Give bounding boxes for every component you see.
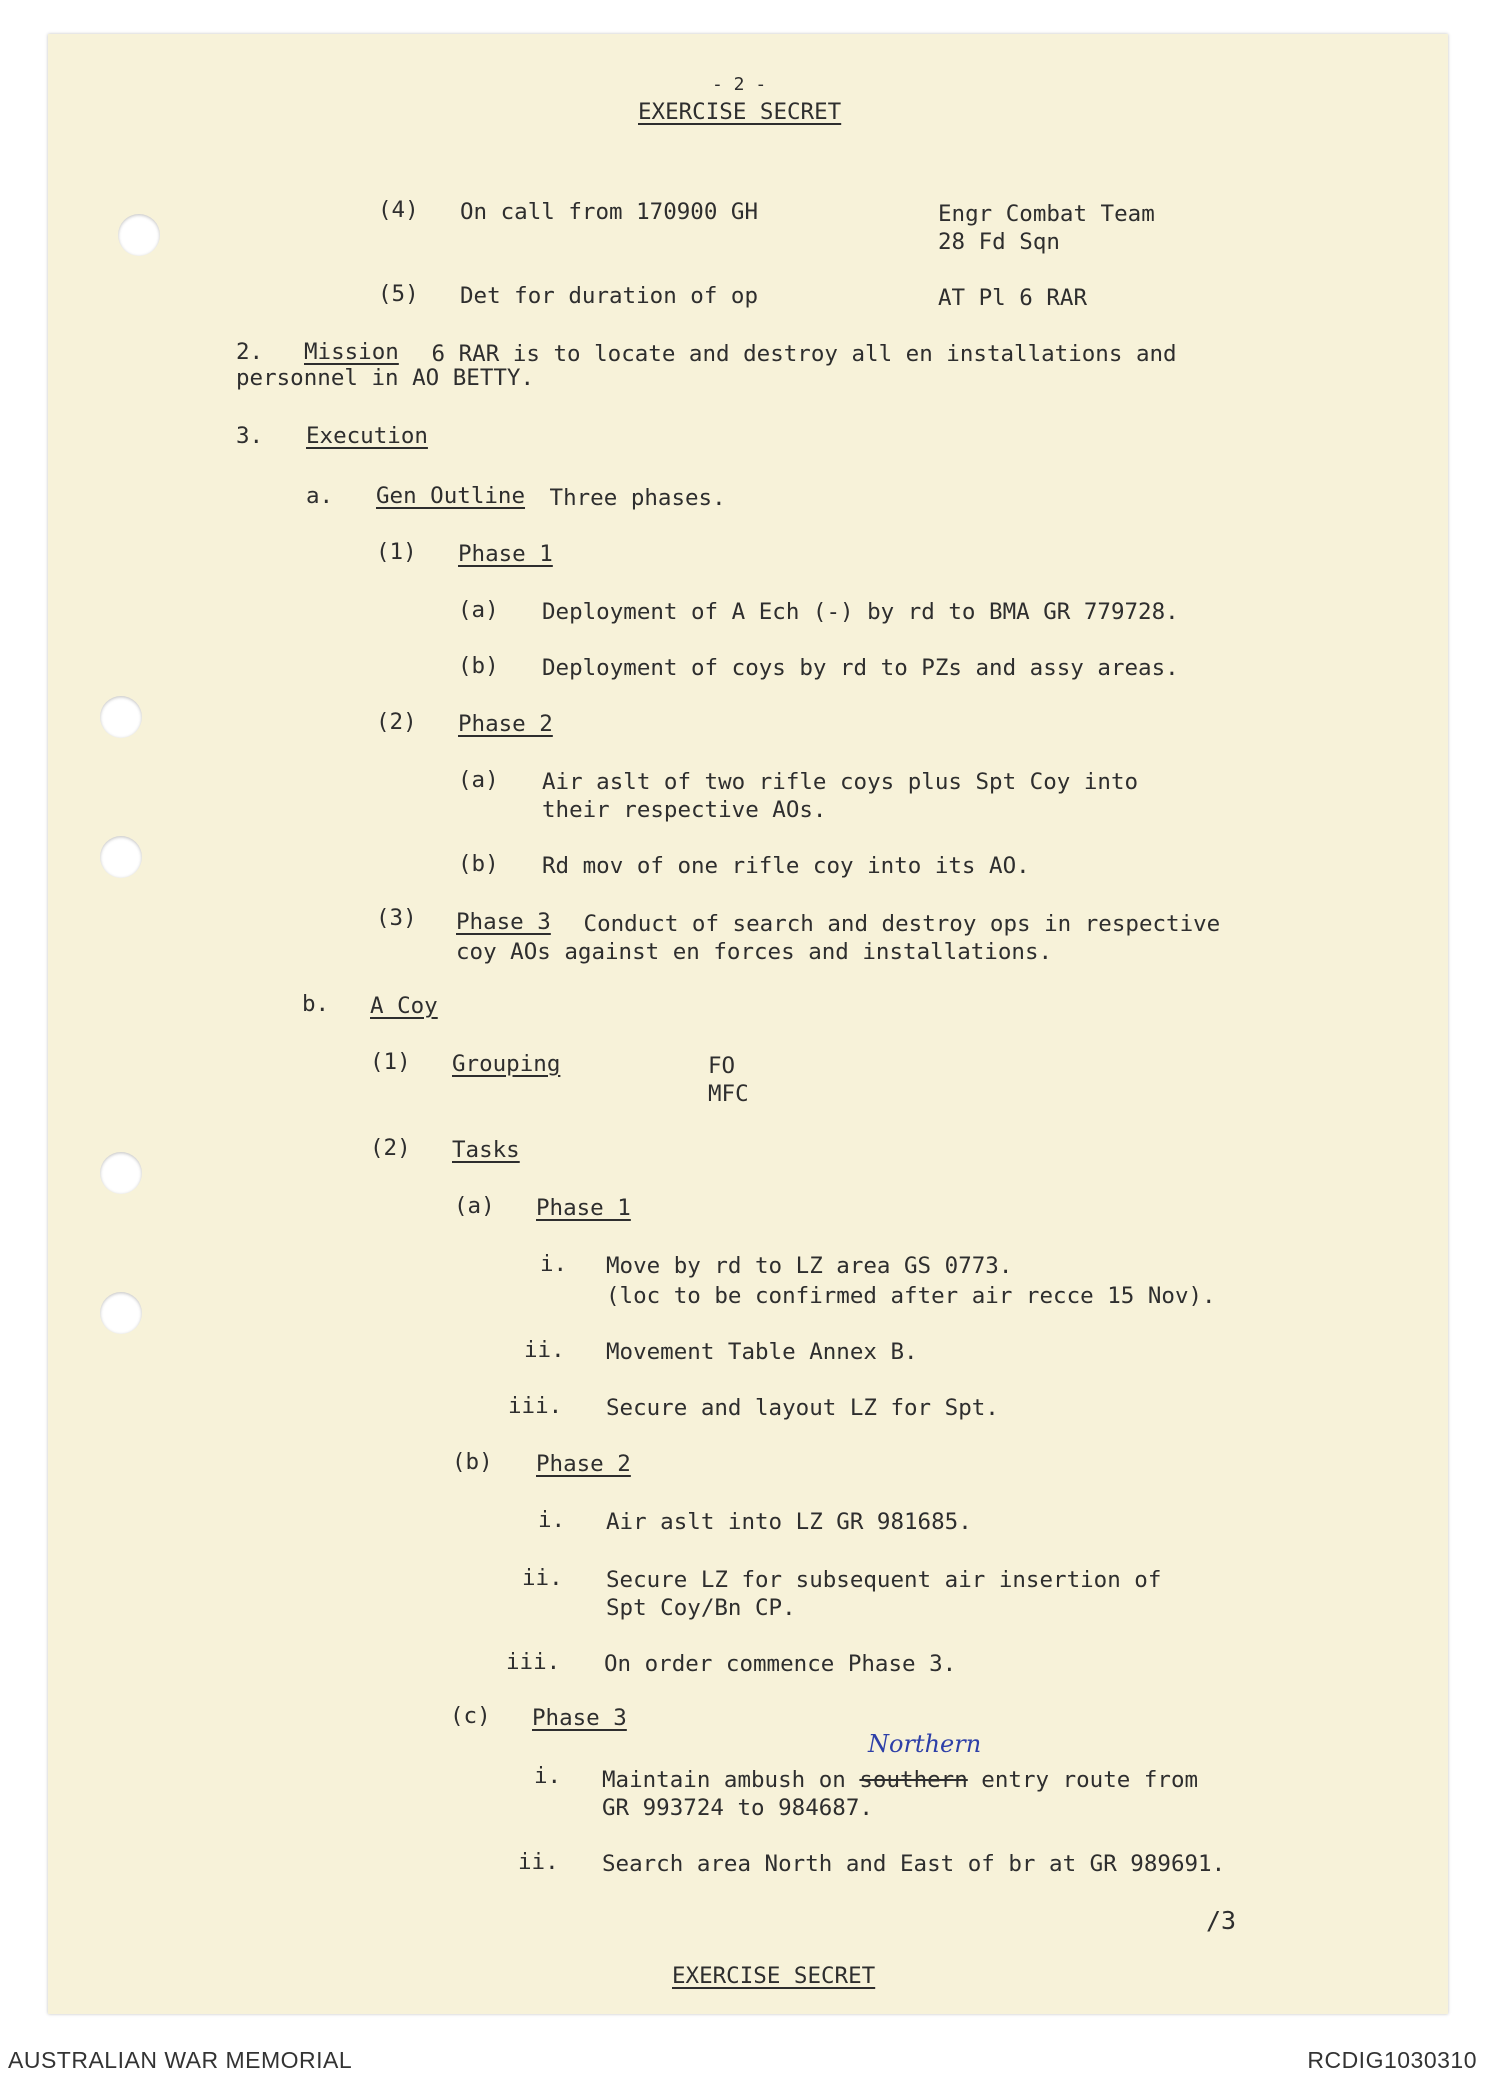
subparagraph-number: a. [306, 483, 334, 509]
gen-outline-heading: Gen Outline [376, 483, 526, 509]
item-number: ii. [522, 1565, 563, 1591]
mission-text: personnel in AO BETTY. [236, 365, 535, 391]
item-number: i. [538, 1507, 566, 1533]
item-number: (3) [376, 905, 417, 931]
item-number: (1) [376, 539, 417, 565]
classification-footer: EXERCISE SECRET [672, 1963, 876, 1989]
item-number: (2) [370, 1135, 411, 1161]
execution-heading: Execution [306, 423, 428, 449]
punch-hole [118, 214, 160, 256]
item-text: Air aslt of two rifle coys plus Spt Coy into [542, 769, 1139, 795]
tasks-heading: Tasks [452, 1137, 520, 1163]
archive-id: RCDIG1030310 [1307, 2047, 1477, 2073]
item-number: (a) [458, 597, 499, 623]
item-text: Air aslt into LZ GR 981685. [606, 1509, 972, 1535]
phase-heading: Phase 3 [532, 1705, 627, 1731]
phase-text: Conduct of search and destroy ops in respective [570, 911, 1221, 937]
phase-heading: Phase 1 [536, 1195, 631, 1221]
item-right-text: Engr Combat Team [938, 201, 1155, 227]
item-number: (a) [454, 1193, 495, 1219]
item-number: ii. [524, 1337, 565, 1363]
item-text: Secure and layout LZ for Spt. [606, 1395, 999, 1421]
item-text: Deployment of coys by rd to PZs and assy areas. [542, 655, 1179, 681]
punch-hole [100, 1152, 142, 1194]
item-text: On call from 170900 GH [460, 199, 759, 225]
item-right-text: 28 Fd Sqn [938, 229, 1060, 255]
phase-heading: Phase 2 [458, 711, 553, 737]
handwritten-correction: Northern [868, 1730, 982, 1758]
continuation-marker: /3 [1206, 1906, 1237, 1935]
item-text: their respective AOs. [542, 797, 827, 823]
item-number: (1) [370, 1049, 411, 1075]
phase-heading: Phase 1 [458, 541, 553, 567]
document-page [48, 34, 1448, 2014]
item-number: (5) [378, 281, 419, 307]
item-number: (b) [458, 851, 499, 877]
item-number: (b) [452, 1449, 493, 1475]
phase-text: coy AOs against en forces and installations. [456, 939, 1053, 965]
phase-heading: Phase 2 [536, 1451, 631, 1477]
item-text: Secure LZ for subsequent air insertion of [606, 1567, 1162, 1593]
archive-credit: AUSTRALIAN WAR MEMORIAL [8, 2047, 353, 2073]
a-coy-heading: A Coy [370, 993, 438, 1019]
item-number: (4) [378, 197, 419, 223]
item-text: Deployment of A Ech (-) by rd to BMA GR 779728. [542, 599, 1179, 625]
item-text: Move by rd to LZ area GS 0773. [606, 1253, 1013, 1279]
ambush-line [602, 1766, 1198, 1795]
gen-outline-text: Three phases. [536, 485, 726, 511]
item-number: i. [540, 1251, 568, 1277]
struck-text: southern [859, 1767, 968, 1793]
item-number: iii. [506, 1649, 561, 1675]
ambush-text: Maintain ambush on [602, 1767, 860, 1793]
mission-heading: Mission [304, 339, 399, 365]
grouping-value: FO [708, 1053, 736, 1079]
ambush-text: entry route from [967, 1767, 1199, 1793]
item-right-text: AT Pl 6 RAR [938, 285, 1088, 311]
page-number: - 2 - [712, 74, 767, 95]
punch-hole [100, 836, 142, 878]
item-text: Det for duration of op [460, 283, 759, 309]
phase-heading: Phase 3 [456, 909, 551, 935]
item-text: Rd mov of one rifle coy into its AO. [542, 853, 1030, 879]
item-number: i. [534, 1763, 562, 1789]
item-number: iii. [508, 1393, 563, 1419]
mission-text: 6 RAR is to locate and destroy all en installations and [418, 341, 1177, 367]
item-text: Search area North and East of br at GR 989691. [602, 1851, 1226, 1877]
item-text: On order commence Phase 3. [604, 1651, 957, 1677]
item-text: GR 993724 to 984687. [602, 1795, 873, 1821]
punch-hole [100, 696, 142, 738]
item-number: (b) [458, 653, 499, 679]
item-number: ii. [518, 1849, 559, 1875]
item-text: Movement Table Annex B. [606, 1339, 918, 1365]
item-number: (a) [458, 767, 499, 793]
item-number: (2) [376, 709, 417, 735]
punch-hole [100, 1292, 142, 1334]
paragraph-number: 2. [236, 339, 264, 365]
item-text: (loc to be confirmed after air recce 15 Nov). [606, 1283, 1216, 1309]
classification-header: EXERCISE SECRET [638, 99, 842, 125]
grouping-heading: Grouping [452, 1051, 561, 1077]
grouping-value: MFC [708, 1081, 749, 1107]
subparagraph-number: b. [302, 991, 330, 1017]
paragraph-number: 3. [236, 423, 264, 449]
item-number: (c) [450, 1703, 491, 1729]
item-text: Spt Coy/Bn CP. [606, 1595, 796, 1621]
